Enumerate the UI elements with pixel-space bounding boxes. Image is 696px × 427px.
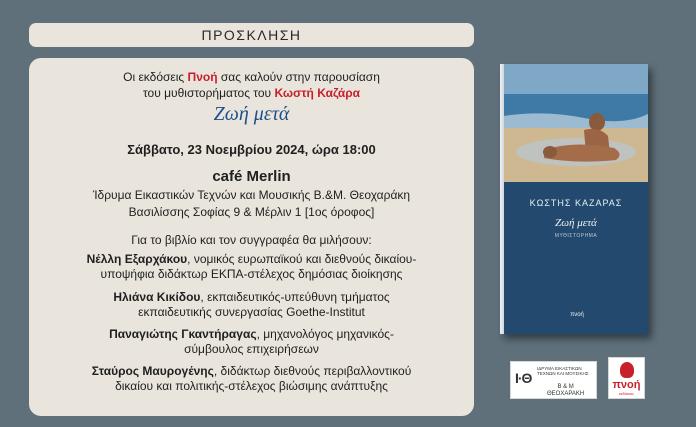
speaker-desc: , διδάκτωρ διεθνούς περιβαλλοντικού — [213, 364, 412, 378]
foundation-text: ΙΔΡΥΜΑ ΕΙΚΑΣΤΙΚΩΝ ΤΕΧΝΩΝ ΚΑΙ ΜΟΥΣΙΚΗΣ — [537, 366, 589, 376]
intro-text: Οι εκδόσεις — [123, 70, 188, 84]
venue-name: café Merlin — [212, 168, 291, 185]
book-title: Ζωή μετά — [213, 103, 290, 125]
speaker-4-line-1 — [29, 364, 474, 378]
speakers-intro: Για το βιβλίο και τον συγγραφέα θα μιλήσουν: — [131, 233, 372, 247]
intro-text-2: του μυθιστορήματος του — [142, 86, 275, 100]
book-cover-title: Ζωή μετά — [555, 217, 597, 229]
intro-line-1 — [29, 70, 474, 84]
speaker-name: Νέλλη Εξαρχάκου — [86, 252, 188, 266]
book-publisher-logo: πνοή — [570, 312, 584, 318]
foundation-bm — [547, 384, 584, 398]
intro-line-2 — [29, 86, 474, 100]
speaker-desc: , νομικός ευρωπαϊκού και διεθνούς δικαίου- — [187, 252, 417, 266]
painting-figures — [504, 64, 648, 182]
pnoi-publisher-logo — [608, 357, 645, 399]
book-cover — [500, 64, 648, 334]
book-cover-painting — [504, 64, 648, 182]
book-cover-subtitle: ΜΥΘΙΣΤΟΡΗΜΑ — [554, 233, 598, 239]
speaker-name: Ηλιάνα Κικίδου — [113, 290, 201, 304]
foundation-mark: Ι·Θ — [515, 370, 532, 386]
speaker-desc: , μηχανολόγος μηχανικός- — [256, 327, 394, 341]
speaker-name: Παναγιώτης Γκαντήραγας — [109, 327, 257, 341]
speaker-name: Σταύρος Μαυρογένης — [91, 364, 214, 378]
speaker-4-line-2: δικαίου και πολιτικής-στέλεχος βιώσιμης ανάπτυξης — [115, 379, 388, 393]
publisher-word: πνοή — [612, 379, 641, 391]
intro-text-end: σας καλούν στην παρουσίαση — [217, 70, 380, 84]
venue-address: Βασιλίσσης Σοφίας 9 & Μέρλιν 1 [1ος όροφος] — [128, 205, 375, 219]
foundation-name: ΘΕΟΧΑΡΑΚΗ — [547, 391, 585, 397]
venue-organization: Ίδρυμα Εικαστικών Τεχνών και Μουσικής Β.&Μ. Θεοχαράκη — [92, 188, 411, 202]
speaker-3-line-1 — [29, 327, 474, 341]
theocharakis-foundation-logo — [510, 361, 597, 399]
publisher-icon — [620, 362, 634, 378]
foundation-bm-text: Β & Μ — [557, 384, 574, 390]
speaker-1-line-2: υποψήφια διδάκτωρ ΕΚΠΑ-στέλεχος δημόσιας διοίκησης — [100, 267, 403, 281]
speaker-1-line-1 — [29, 252, 474, 266]
event-date: Σάββατο, 23 Νοεμβρίου 2024, ώρα 18:00 — [127, 142, 376, 157]
header-title: ΠΡΟΣΚΛΗΣΗ — [201, 27, 302, 43]
author-name: Κωστή Καζάρα — [274, 86, 361, 100]
speaker-2-line-1 — [29, 290, 474, 304]
book-cover-author: ΚΩΣΤΗΣ ΚΑΖΑΡΑΣ — [529, 198, 623, 208]
invitation-card — [29, 58, 474, 416]
speaker-2-line-2: εκπαιδευτικής συνεργασίας Goethe-Institut — [138, 305, 365, 319]
publisher-name: Πνοή — [187, 70, 218, 84]
speaker-desc: , εκπαιδευτικός-υπεύθυνη τμήματος — [200, 290, 390, 304]
speaker-3-line-2: σύμβουλος επιχειρήσεων — [184, 342, 319, 356]
invitation-header — [29, 23, 474, 47]
publisher-small: εκδόσεις — [618, 391, 635, 396]
